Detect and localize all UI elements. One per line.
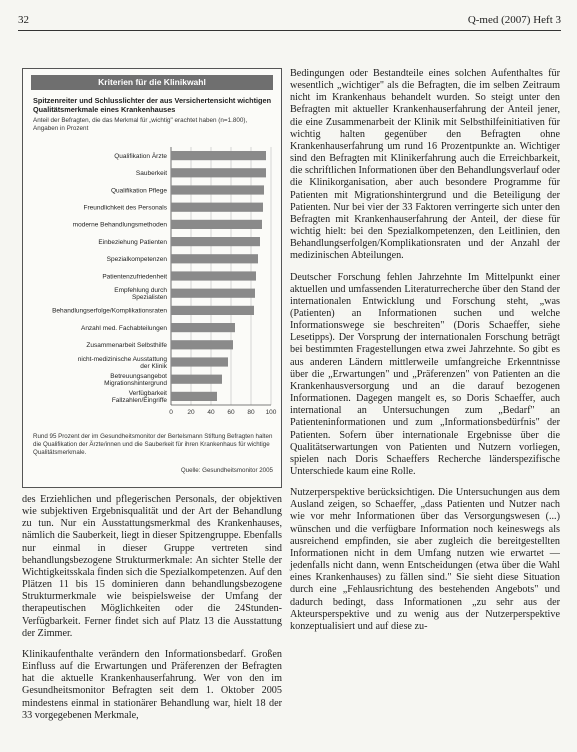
category-label: Verfügbarkeit Fallzahlen/Eingriffe	[111, 390, 167, 405]
x-tick-label: 0	[169, 409, 173, 416]
bar	[171, 306, 254, 315]
category-label: Spezialkompetenzen	[106, 256, 167, 264]
right-column	[290, 68, 560, 642]
category-label: moderne Behandlungsmethoden	[72, 221, 167, 229]
bar	[171, 168, 266, 177]
bar	[171, 237, 260, 246]
figure-title: Kriterien für die Klinikwahl	[31, 75, 273, 90]
category-label: Betreuungsangebot Migrationshintergrund	[104, 373, 167, 387]
running-head: Q-med (2007) Heft 3	[467, 14, 561, 26]
page-number: 32	[18, 14, 29, 26]
x-tick-label: 40	[207, 409, 215, 416]
category-label: Freundlichkeit des Personals	[83, 204, 167, 212]
left-paragraph-2: Klinikaufenthalte verändern den Informationsbedarf. Großen Einfluss auf die Erwartungen und Präferenzen der Befragten hat die aktuelle Krankenhauserfahrung. Wer von den im Gesundheitsmonitor Befragten seit dem 1. Oktober 2005 mindestens einmal in stationärer Behandlung war, hielt 18 der 33 vorgegebenen Merkmale,	[22, 648, 282, 721]
header-rule	[18, 30, 561, 31]
figure-note: Anteil der Befragten, die das Merkmal für „wichtig" erachtet haben (n=1.800), Angaben in Prozent	[33, 117, 248, 132]
bar-chart	[23, 139, 281, 431]
figure-source: Quelle: Gesundheitsmonitor 2005	[180, 467, 273, 474]
right-paragraph-1: Bedingungen oder Bestandteile eines solchen Aufenthaltes für wesentlich „wichtiger" als die Befragten, die im selben Zeitraum nicht im Krankenhaus behandelt wurden. So steigt unter den Befragten mit aktueller Krankenhauserfahrung der Anteil jener, die eine Zusammenarbeit der Klinik mit Selbsthilfeinitiativen für wichtig halten gegenüber den Befragten ohne Krankenhauserfahrung um rund 16 Prozentpunkte an. Wichtiger sind den Befragten mit Klinikerfahrung auch die Erreichbarkeit, die schriftlichen Informationen über den Behandlungsverlauf oder die Klinikorganisation, aber auch besondere Programme für Patienten mit Migrationshintergrund und die Beteiligung der Patienten. Nur bei vier der 33 Faktoren verringerte sich unter den Befragten mit Krankenhauserfahrung der Anteil, der diese für wichtig hielt: bei den Spezialkompetenzen, den Leitlinien, den Behandlungserfolgen/Komplikationsraten und der Anzahl der medizinischen Abteilungen.	[290, 68, 560, 262]
category-label: Patientenzufriedenheit	[102, 273, 167, 281]
bar	[171, 271, 256, 280]
figure-box	[22, 68, 282, 488]
bar	[171, 323, 235, 332]
bar	[171, 151, 266, 160]
category-label: Einbeziehung Patienten	[98, 238, 167, 246]
bar	[171, 375, 222, 384]
category-label: Empfehlung durch Spezialisten	[114, 287, 167, 301]
category-label: Behandlungserfolge/Komplikationsraten	[52, 307, 167, 315]
category-label: Zusammenarbeit Selbsthilfe	[86, 342, 167, 350]
category-label: Qualifikation Ärzte	[114, 152, 167, 160]
right-paragraph-2: Deutscher Forschung fehlen Jahrzehnte Im Mittelpunkt einer aktuellen und umfassenden Literaturrecherche über den Stand der internationalen Entwicklung und Forschung steht, „was (Patienten) an Informationen suchen und welche Informationswege sie beschreiten" (Doris Schaeffer, siehe Lesetipps). Der Vorsprung der internationalen Forschung beträgt bei bestimmten Fragestellungen etwa zwei Jahrzehnte. So gibt es aus anderen Ländern mittlerweile umfangreiche Erkenntnisse über die „Erwartungen" und „Präferenzen" von Patienten an die Krankenhausversorgung und an die darauf bezogenen Informationen. Dagegen mangelt es, so Doris Schaeffer, auch international an Untersuchungen zum „Bedarf" an Patienteninformationen und zum „Informationsbedürfnis" der Patienten. Sofern über internationale Ergebnisse über die Qualitätserwartungen von Patienten und Nutzern vorliegen, spielen nach Doris Schaeffers Recherche länderspezifische Unterschiede kaum eine Rolle.	[290, 271, 560, 477]
x-tick-label: 100	[265, 409, 277, 416]
x-tick-label: 20	[187, 409, 195, 416]
left-paragraph-1: des Erziehlichen und pflegerischen Personals, der objektiven wie subjektiven Ergebnisqualität und der Art der Behandlung zu tun. Nur ein Ausstattungsmerkmal des Krankenhauses, nämlich die Sauberkeit, liegt in dieser Spitzengruppe. Ebenfalls nur einmal in dieser Gruppe vertreten sind behandlungsbezogene Strukturmerkmale: An sichter Stelle der Wichtigkeitsskala finden sich die Spezialkompetenzen. Auf den Plätzen 11 bis 15 dominieren dann behandlungsbezogene Strukturmerkmale wie beispielsweise der Umfang der therapeutischen Möglichkeiten oder die 24Stunden-Verfügbarkeit. Ferner findet sich auf Platz 13 die Ausstattung der Zimmer.	[22, 494, 282, 639]
bar	[171, 340, 233, 349]
bar	[171, 254, 258, 263]
left-column	[22, 494, 282, 731]
category-label: Qualifikation Pflege	[110, 187, 167, 195]
figure-caption: Rund 95 Prozent der im Gesundheitsmonitor der Bertelsmann Stiftung Befragten halten die Qualifikation der Ärzte/innen und die Sauberkeit für ihren Krankenhaus für wichtige Qualitätsmerkmale.	[33, 433, 273, 456]
x-tick-label: 80	[247, 409, 255, 416]
bar	[171, 185, 264, 194]
bar	[171, 392, 217, 401]
x-tick-label: 60	[227, 409, 235, 416]
right-paragraph-3: Nutzerperspektive berücksichtigen. Die Untersuchungen aus dem Ausland zeigen, so Schaeffer, „dass Patienten und Nutzer nach wie vor mehr Informationen über das Versorgungswesen (...) wünschen und die verfügbare Information noch keineswegs als ausreichend empfinden, sie aber zugleich die bereitgestellten Informationen nicht in dem Umfang nutzen wie erwartet — jedenfalls nicht dann, wenn Entscheidungen (etwa über die Wahl eines Krankenhauses) zu fällen sind." Sie sieht diese Situation durch eine „Fehlausrichtung des bestehenden Angebots" und dadurch bedingt, dass Informationen „zu sehr aus der Akteursperspektive und zu wenig aus der Nutzerperspektive konzeptualisiert und auf diese zu-	[290, 487, 560, 632]
bar	[171, 203, 263, 212]
bar	[171, 289, 255, 298]
bar	[171, 220, 262, 229]
category-label: Anzahl med. Fachabteilungen	[80, 324, 167, 332]
category-label: Sauberkeit	[135, 170, 167, 178]
category-label: nicht-medizinische Ausstattung der Klinik	[77, 355, 167, 370]
bar	[171, 357, 228, 366]
figure-subtitle: Spitzenreiter und Schlusslichter der aus Versichertensicht wichtigen Qualitätsmerkmale eines Krankenhauses	[33, 96, 272, 114]
